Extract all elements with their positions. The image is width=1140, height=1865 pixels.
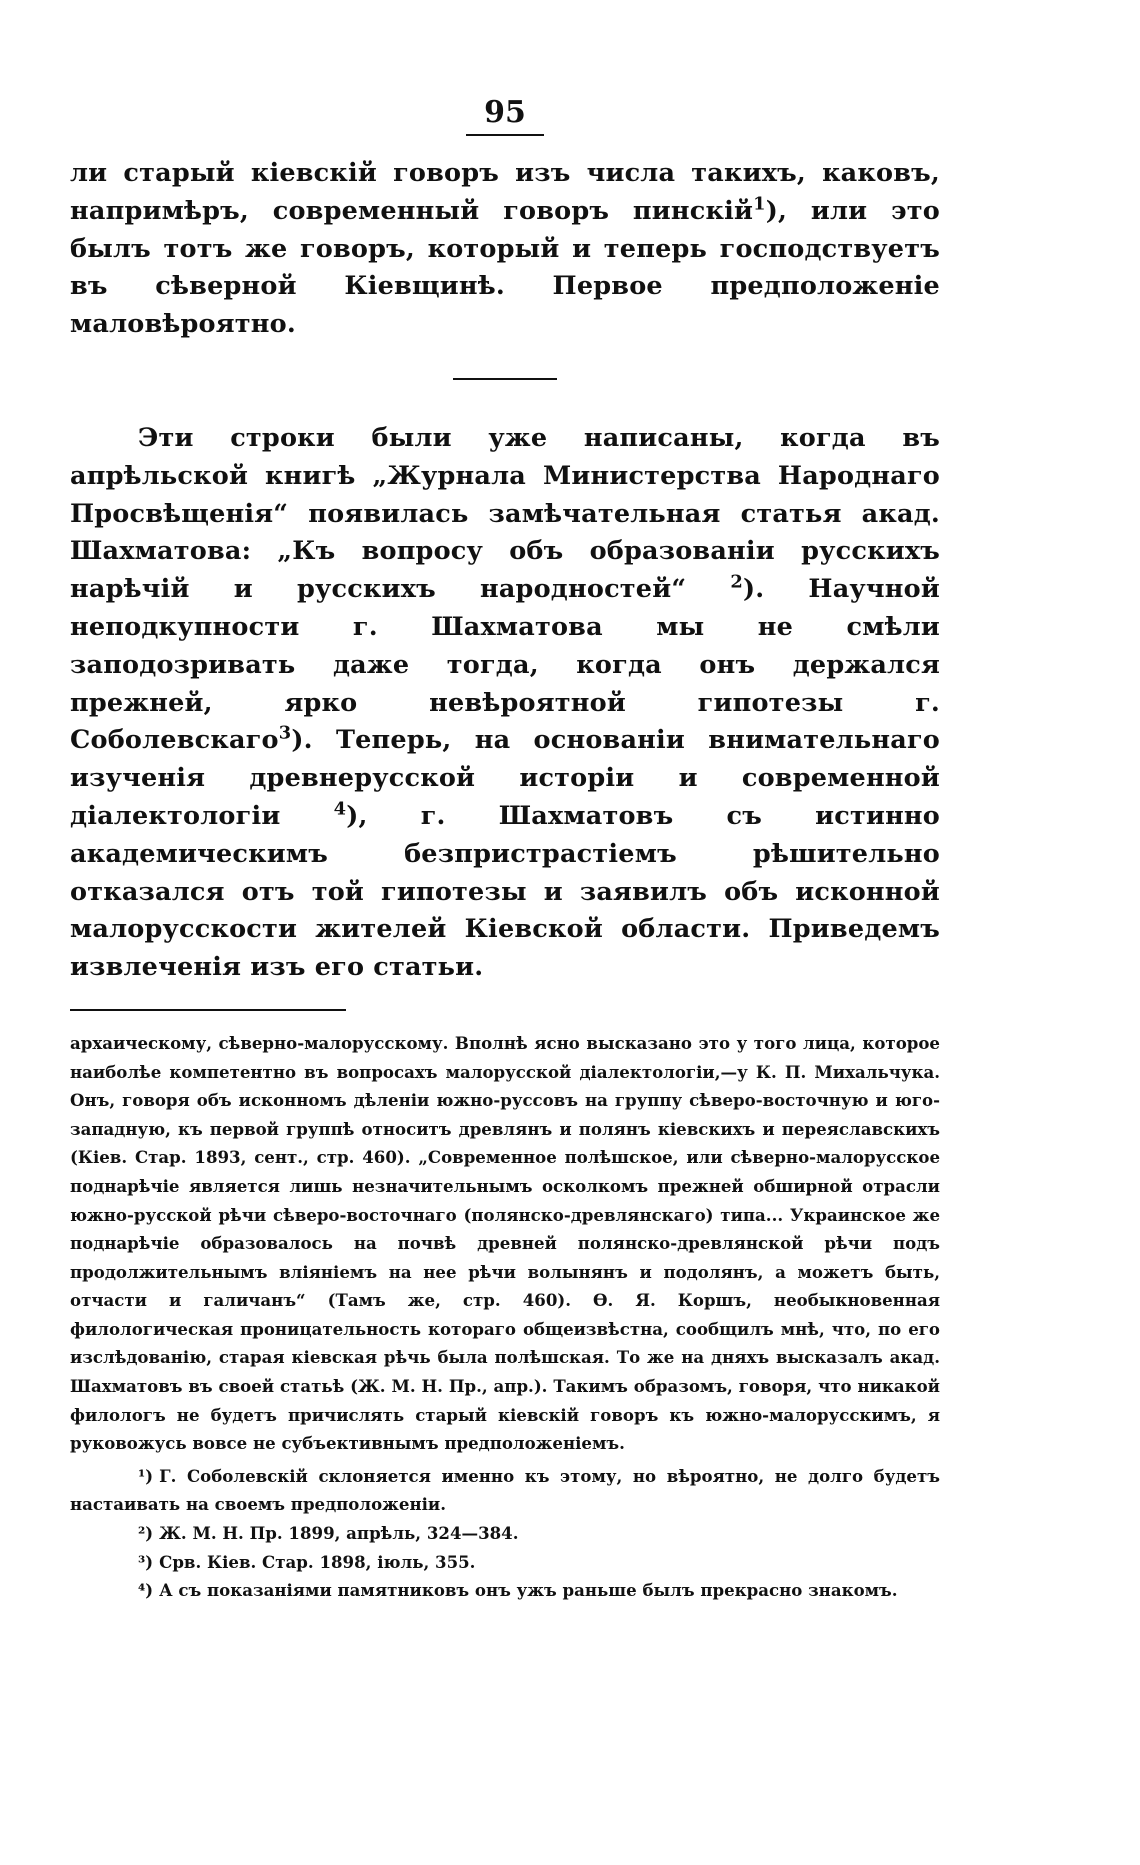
paragraph-1-text-a: ли старый кіевскій говоръ изъ числа такихъ, каковъ, напримѣръ, современный говоръ пинскій — [70, 158, 940, 226]
footnote-divider — [70, 1009, 346, 1011]
footnote-3-text: Срв. Кіев. Стар. 1898, іюль, 355. — [159, 1551, 476, 1572]
footnote-2 — [70, 1519, 940, 1548]
footnote-3 — [70, 1548, 940, 1577]
footnote-2-marker: ²) — [138, 1523, 154, 1544]
footnote-1 — [70, 1462, 940, 1519]
paragraph-2-text-c: ). Теперь, на основаніи внимательнаго изученія древнерусской исторіи и современной діалектологіи — [70, 725, 940, 831]
paragraph-2-text-d: ), г. Шахматовъ съ истинно академическимъ безпристрастіемъ рѣшительно отказался отъ той гипотезы и заявилъ объ исконной малорусскости жителей Кіевской области. Приведемъ извлеченія изъ его статьи. — [70, 800, 941, 983]
footnote-1-marker: ¹) — [138, 1465, 154, 1486]
footnote-ref-3: 3 — [278, 722, 292, 744]
paragraph-1-text-b: ), или это былъ тотъ же говоръ, который и теперь господствуетъ въ сѣверной Кіевщинѣ. Первое предположеніе маловѣроятно. — [70, 195, 941, 340]
page-number — [70, 95, 940, 143]
footnote-4 — [70, 1576, 940, 1605]
footnotes — [70, 1462, 940, 1605]
footnote-continuation: архаическому, сѣверно-малорусскому. Вполнѣ ясно высказано это у того лица, которое наиболѣе компетентно въ вопросахъ малорусской діалектологіи,—у К. П. Михальчука. Онъ, говоря объ исконномъ дѣленіи южно-руссовъ на группу сѣверо-восточную и юго-западную, къ первой группѣ относитъ древлянъ и полянъ кіевскихъ и переяславскихъ (Кіев. Стар. 1893, сент., стр. 460). „Современное полѣшское, или сѣверно-малорусское поднарѣчіе является лишь незначительнымъ осколкомъ прежней обширной отрасли южно-русской рѣчи сѣверо-восточнаго (полянско-древлянскаго) типа... Украинское же поднарѣчіе образовалось на почвѣ древней полянско-древлянской рѣчи подъ продолжительнымъ вліяніемъ на нее рѣчи волынянъ и подолянъ, а можетъ быть, отчасти и галичанъ“ (Тамъ же, стр. 460). Ѳ. Я. Коршъ, необыкновенная филологическая проницательность котораго общеизвѣстна, сообщилъ мнѣ, что, по его изслѣдованію, старая кіевская рѣчь была полѣшская. То же на дняхъ высказалъ акад. Шахматовъ въ своей статьѣ (Ж. М. Н. Пр., апр.). Такимъ образомъ, говоря, что никакой филологъ не будетъ причислять старый кіевскій говоръ къ южно-малорусскимъ, я руковожусь вовсе не субъективнымъ предположеніемъ. — [70, 1032, 940, 1454]
paragraph-2-text-a: Эти строки были уже написаны, когда въ апрѣльской книгѣ „Журнала Министерства Народнаго Просвѣщенія“ появилась замѣчательная статья акад. Шахматова: „Къ вопросу объ образованіи русскихъ нарѣчій и русскихъ народностей“ — [70, 422, 940, 605]
paragraph-2 — [70, 420, 940, 987]
footnote-1-text: Г. Соболевскій склоняется именно къ этому, но вѣроятно, не долго будетъ настаивать на своемъ предположеніи. — [70, 1465, 940, 1515]
footnote-ref-1: 1 — [753, 193, 766, 215]
section-divider — [453, 378, 557, 380]
page-number-text: 95 — [466, 96, 544, 136]
footnote-3-marker: ³) — [138, 1551, 154, 1572]
page — [70, 95, 940, 1605]
footnote-4-marker: ⁴) — [138, 1580, 154, 1601]
paragraph-1 — [70, 155, 940, 344]
footnote-2-text: Ж. М. Н. Пр. 1899, апрѣль, 324—384. — [159, 1523, 519, 1544]
footnote-4-text: А съ показаніями памятниковъ онъ ужъ раньше былъ прекрасно знакомъ. — [159, 1580, 898, 1601]
paragraph-2-text-b: ). Научной неподкупности г. Шахматова мы не смѣли заподозривать даже тогда, когда онъ держался прежней, ярко невѣроятной гипотезы г. Соболевскаго — [70, 574, 940, 756]
footnote-ref-4: 4 — [333, 798, 347, 820]
footnote-ref-2: 2 — [730, 571, 743, 593]
